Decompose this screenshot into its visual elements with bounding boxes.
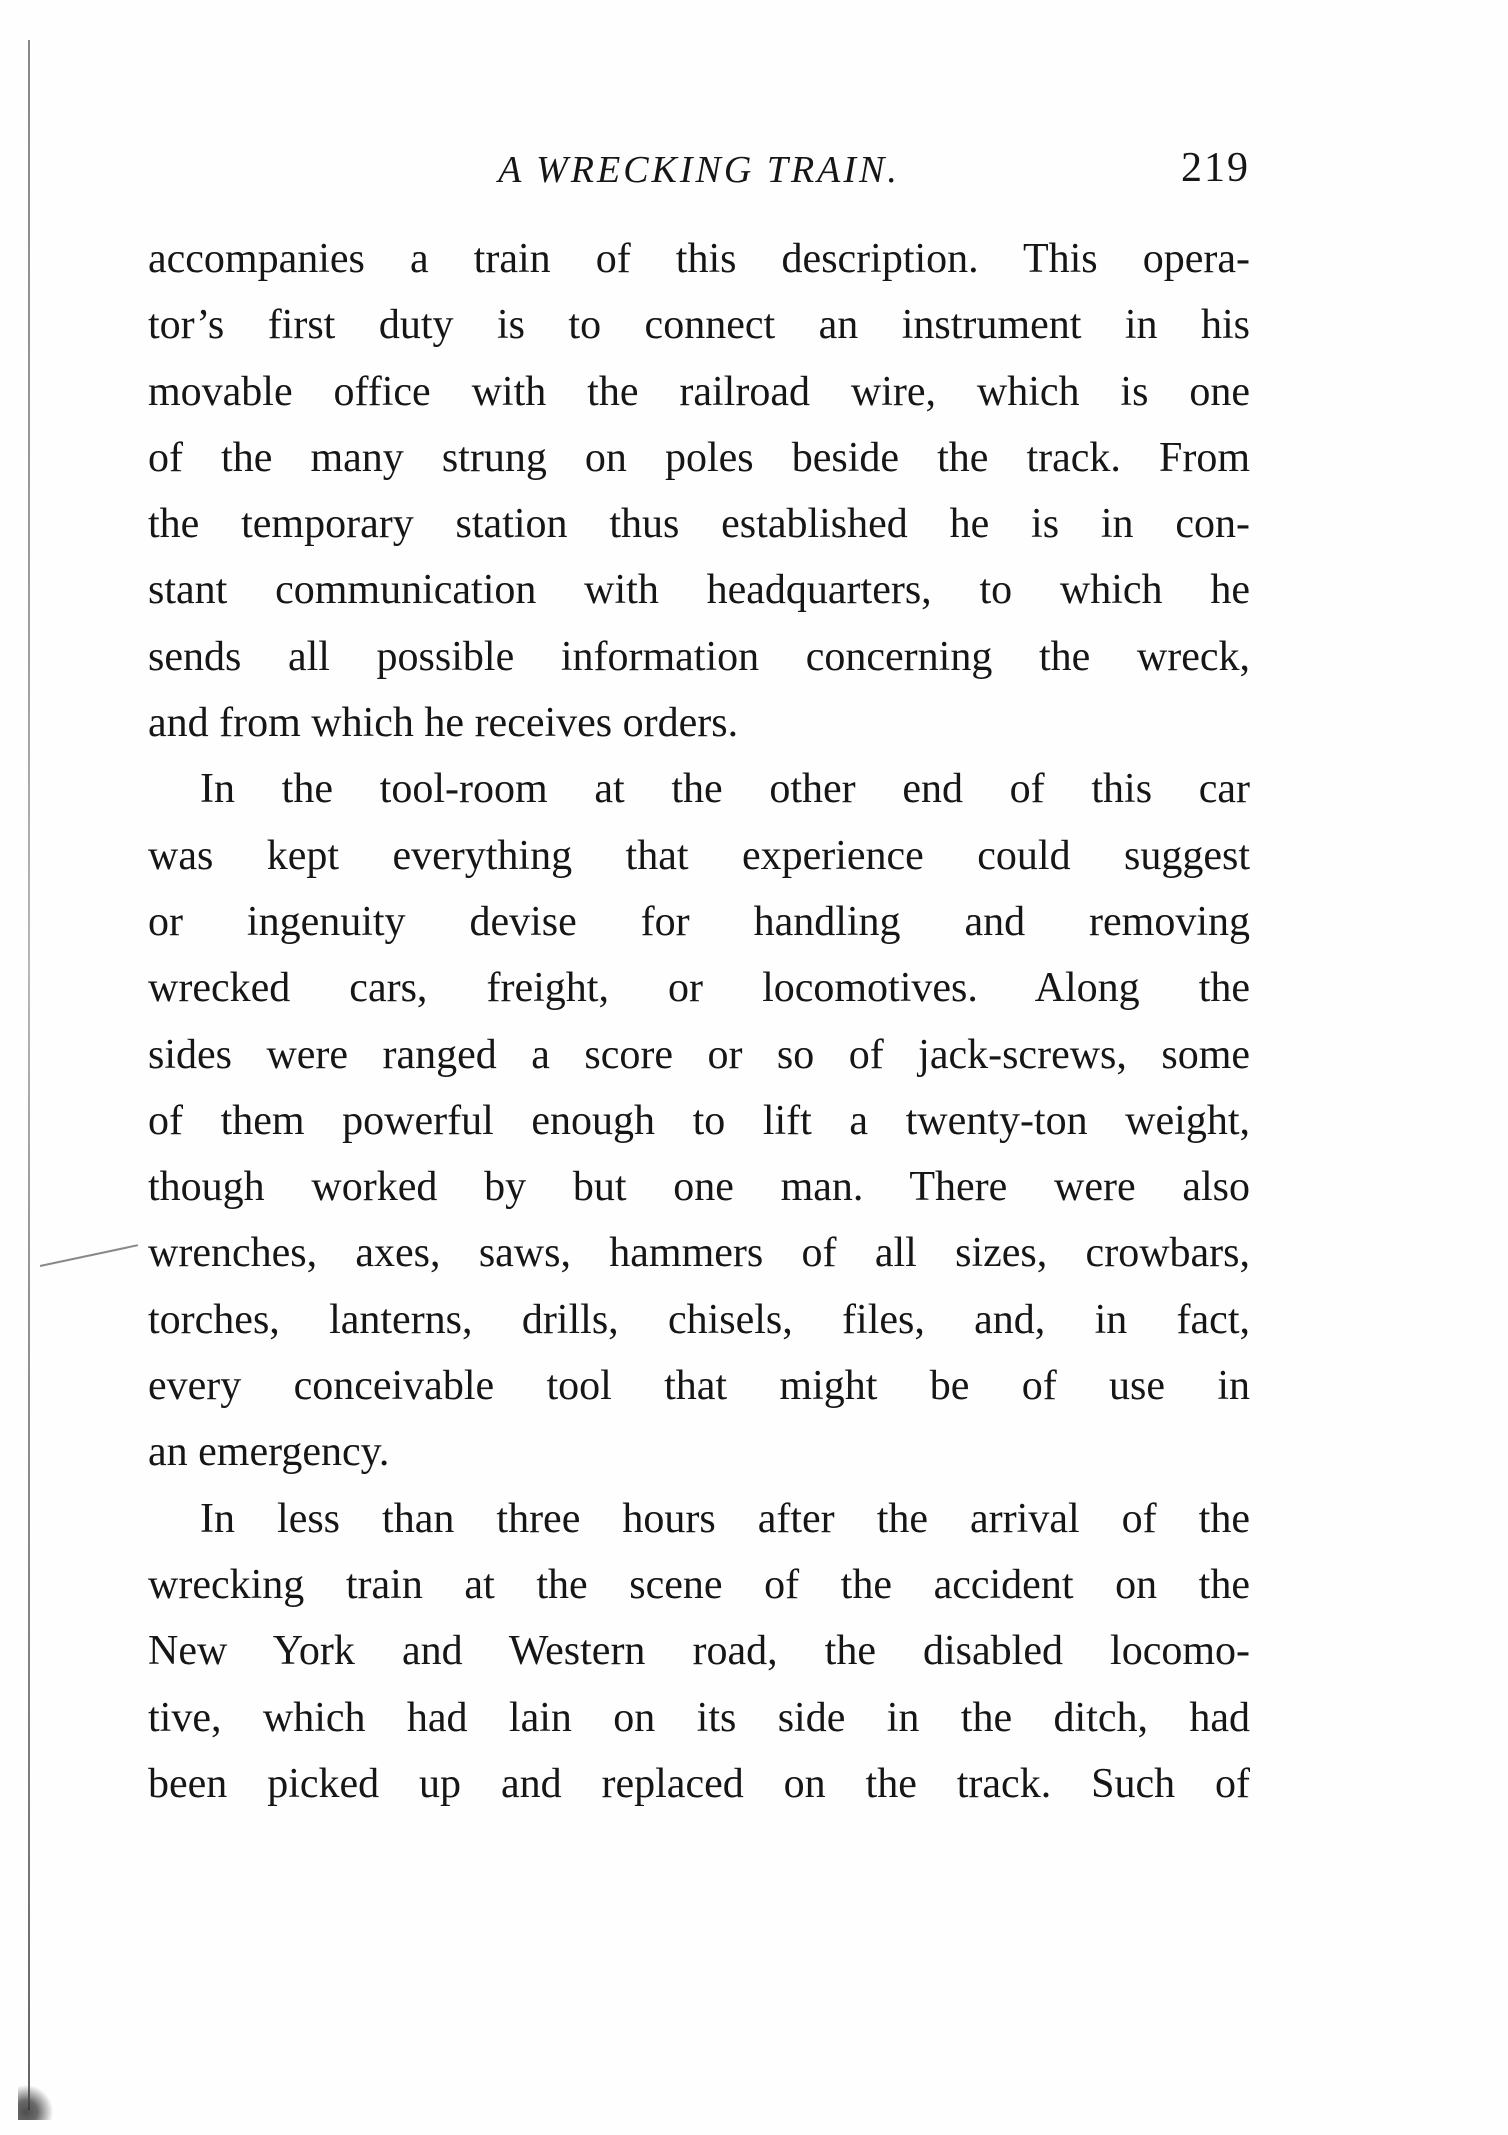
paragraph-1 xyxy=(148,226,1250,756)
text-line: or ingenuity devise for handling and removing xyxy=(148,898,1250,945)
page-edge-smudge xyxy=(18,2080,58,2120)
text-line: In the tool-room at the other end of this car xyxy=(200,766,1250,813)
text-line: of the many strung on poles beside the track. From xyxy=(148,434,1250,481)
text-line: torches, lanterns, drills, chisels, files, and, in fact, xyxy=(148,1296,1250,1343)
page-number: 219 xyxy=(1181,145,1250,191)
running-title: A WRECKING TRAIN. xyxy=(498,149,900,191)
text-line: sends all possible information concerning the wreck, xyxy=(148,633,1250,680)
text-line: of them powerful enough to lift a twenty-ton weight, xyxy=(148,1097,1250,1144)
page-edge-shadow xyxy=(28,40,30,2110)
text-line: sides were ranged a score or so of jack-screws, some xyxy=(148,1031,1250,1078)
text-line: movable office with the railroad wire, which is one xyxy=(148,368,1250,415)
body-text xyxy=(148,226,1250,1817)
text-line: been picked up and replaced on the track. Such of xyxy=(148,1760,1250,1807)
text-line: In less than three hours after the arrival of the xyxy=(200,1495,1250,1542)
text-line: and from which he receives orders. xyxy=(148,700,739,747)
stray-pencil-mark xyxy=(40,1244,138,1267)
running-head xyxy=(148,144,1250,200)
paragraph-3 xyxy=(148,1486,1250,1817)
text-line: tor’s first duty is to connect an instrument in his xyxy=(148,302,1250,349)
text-line: wrecking train at the scene of the accident on the xyxy=(148,1561,1250,1608)
text-line: was kept everything that experience could suggest xyxy=(148,832,1250,879)
text-line: wrenches, axes, saws, hammers of all sizes, crowbars, xyxy=(148,1230,1250,1277)
text-line: stant communication with headquarters, to which he xyxy=(148,567,1250,614)
text-line: accompanies a train of this description. This opera- xyxy=(148,236,1250,282)
paragraph-2 xyxy=(148,756,1250,1485)
text-line: tive, which had lain on its side in the ditch, had xyxy=(148,1694,1250,1741)
text-line: New York and Western road, the disabled locomo- xyxy=(148,1628,1250,1675)
text-line: though worked by but one man. There were also xyxy=(148,1164,1250,1211)
text-line: the temporary station thus established he is in con- xyxy=(148,501,1250,548)
text-line: every conceivable tool that might be of use in xyxy=(148,1363,1250,1410)
text-line: an emergency. xyxy=(148,1429,390,1476)
text-line: wrecked cars, freight, or locomotives. Along the xyxy=(148,965,1250,1012)
